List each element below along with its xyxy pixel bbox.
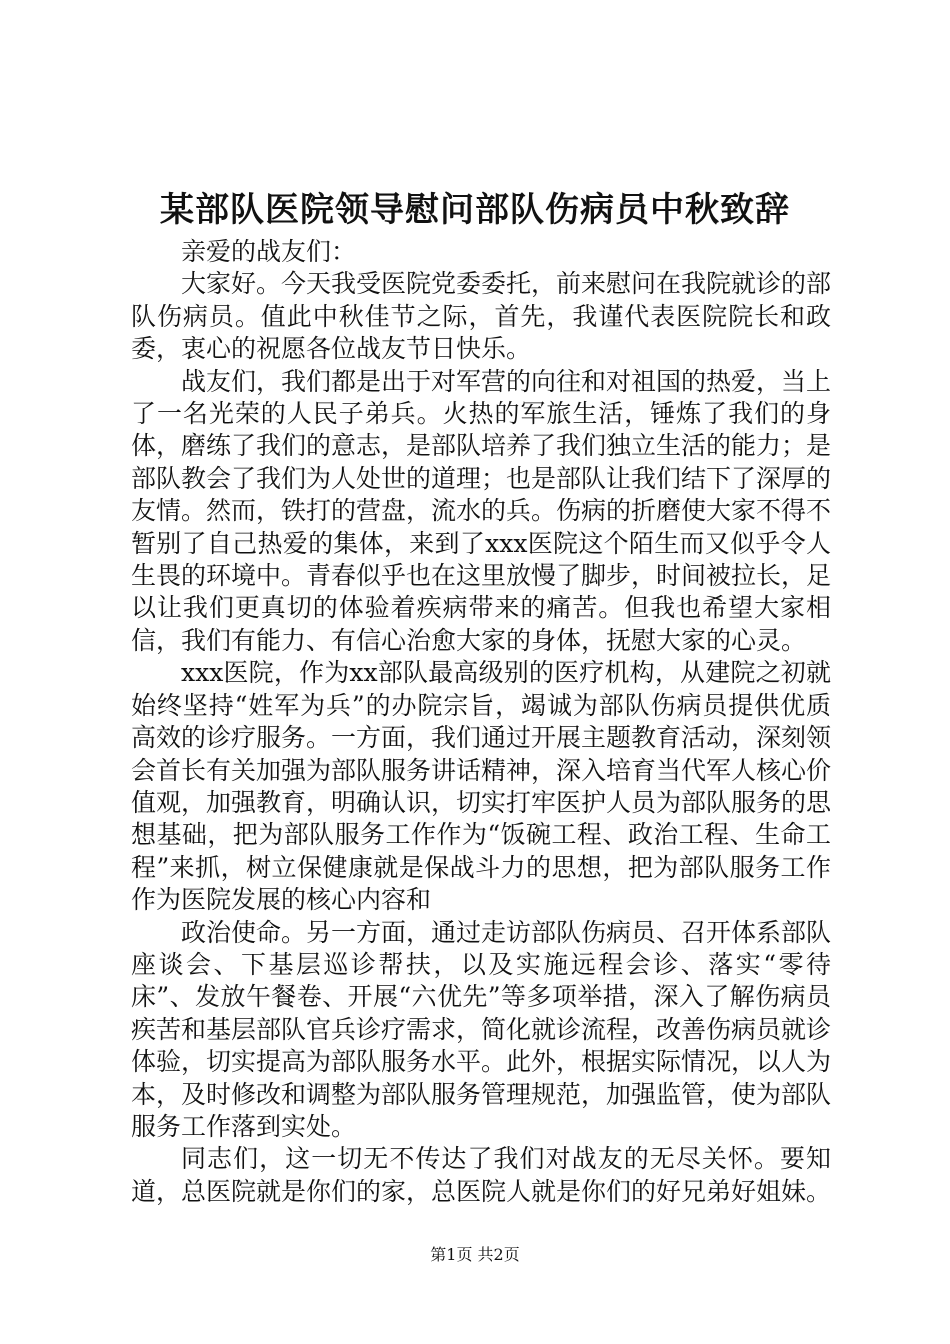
salutation-paragraph: 亲爱的战友们： bbox=[181, 237, 357, 266]
document-title: 某部队医院领导慰问部队伤病员中秋致辞 bbox=[160, 190, 790, 230]
comrades-paragraph: 战友们，我们都是出于对军营的向往和对祖国的热爱，当上了一名光荣的人民子弟兵。火热的军旅生活，锤炼了我们的身体，磨练了我们的意志，是部队培养了我们独立生活的能力；是部队教会了我们为人处世的道理；也是部队让我们结下了深厚的友情。然而，铁打的营盘，流水的兵。伤病的折磨使大家不得不暂别了自己热爱的集体，来到了xxx医院这个陌生而又似乎令人生畏的环境中。青春似乎也在这里放慢了脚步，时间被拉长，足以让我们更真切的体验着疾病带来的痛苦。但我也希望大家相信，我们有能力、有信心治愈大家的身体，抚慰大家的心灵。 bbox=[131, 366, 832, 655]
page-number-footer: 第1页 共2页 bbox=[430, 1245, 520, 1264]
document-body bbox=[131, 236, 831, 1208]
hospital-paragraph: xxx医院，作为xx部队最高级别的医疗机构，从建院之初就始终坚持“姓军为兵”的办院宗旨，竭诚为部队伤病员提供优质高效的诊疗服务。一方面，我们通过开展主题教育活动，深刻领会首长有关加强为部队服务讲话精神，深入培育当代军人核心价值观，加强教育，明确认识，切实打牢医护人员为部队服务的思想基础，把为部队服务工作作为“饭碗工程、政治工程、生命工程”来抓，树立保健康就是保战斗力的思想，把为部队服务工作作为医院发展的核心内容和 bbox=[131, 658, 832, 915]
mission-paragraph: 政治使命。另一方面，通过走访部队伤病员、召开体系部队座谈会、下基层巡诊帮扶，以及实施远程会诊、落实“零待床”、发放午餐卷、开展“六优先”等多项举措，深入了解伤病员疾苦和基层部队官兵诊疗需求，简化就诊流程，改善伤病员就诊体验，切实提高为部队服务水平。此外，根据实际情况，以人为本，及时修改和调整为部队服务管理规范，加强监管，使为部队服务工作落到实处。 bbox=[131, 917, 832, 1141]
greeting-paragraph: 大家好。今天我受医院党委委托，前来慰问在我院就诊的部队伤病员。值此中秋佳节之际，首先，我谨代表医院院长和政委，衷心的祝愿各位战友节日快乐。 bbox=[131, 269, 832, 364]
closing-paragraph: 同志们，这一切无不传达了我们对战友的无尽关怀。要知道，总医院就是你们的家，总医院人就是你们的好兄弟好姐妹。 bbox=[131, 1144, 832, 1206]
